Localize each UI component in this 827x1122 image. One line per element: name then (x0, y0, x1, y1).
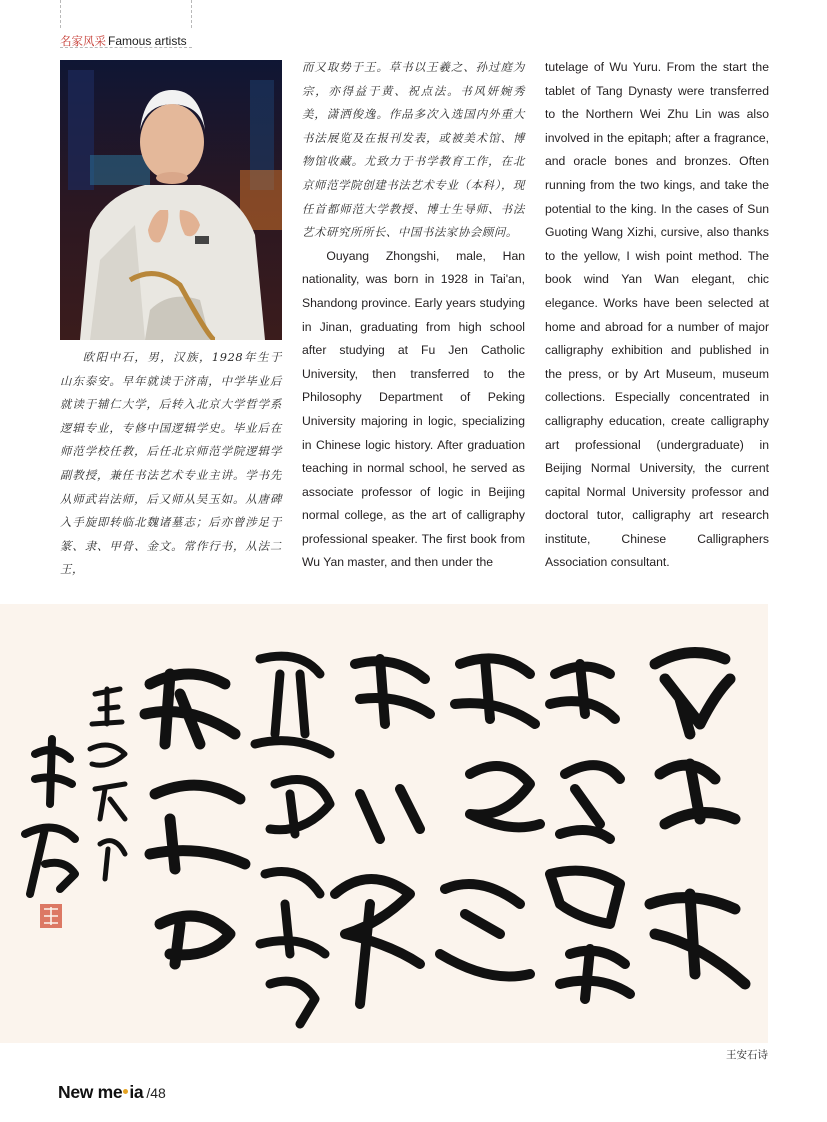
page-number: /48 (146, 1085, 166, 1101)
calligraphy-strokes (0, 604, 768, 1043)
seal-stamp (40, 904, 62, 928)
right-column (545, 56, 769, 575)
header-guide-left (60, 0, 61, 28)
header-guide-right (191, 0, 192, 28)
calligraphy-artwork (0, 604, 768, 1043)
english-bio-part-2: tutelage of Wu Yuru. From the start the tablet of Tang Dynasty were transferred to the Northern Wei Zhu Lin was also involved in the epitaph; after a fragrance, and oracle bones and bronzes. Often running from the two kings, and take the potential to the king. In the cases of Sun Guoting Wang Xizhi, cursive, also thanks to the yellow, I wish point method. The book wind Yan Wan elegant, chic elegance. Works have been selected at home and abroad for a number of major calligraphy exhibition and published in the press, or by Art Museum, museum collections. Especially concentrated in calligraphy education, create calligraphy art professional (undergraduate) in Beijing Normal University, the current capital Normal University professor and doctoral tutor, calligraphy art research institute, Chinese Calligraphers Association consultant. (545, 60, 769, 570)
english-bio-part-1: Ouyang Zhongshi, male, Han nationality, was born in 1928 in Tai'an, Shandong province. Early years studying in Jinan, graduating from high school after studying at Fu Jen Catholic University, then transferred to the Philosophy Department of Peking University majoring in logic, specializing in Chinese logic history. After graduation teaching in normal school, he served as associate professor of logic in Beijing normal college, as the art of calligraphy professional speaker. The first book from Wu Yan master, and then under the (302, 248, 525, 570)
middle-column (302, 56, 525, 575)
page-footer (58, 1082, 166, 1103)
chinese-bio-part-1: 欧阳中石，男，汉族，1928年生于山东泰安。早年就读于济南，中学毕业后就读于辅仁大学，后转入北京大学哲学系逻辑专业，专修中国逻辑学史。毕业后在师范学校任教，后任北京师范学院逻辑学副教授，兼任书法艺术专业主讲。学书先从师武岩法师，后又师从吴玉如。从唐碑入手旋即转临北魏诸墓志；后亦曾涉足于篆、隶、甲骨、金文。常作行书，从法二王， (60, 350, 282, 577)
section-label-en: Famous artists (108, 34, 187, 48)
chinese-bio-part-2: 而又取势于王。草书以王羲之、孙过庭为宗，亦得益于黄、祝点法。书风妍婉秀美，潇洒俊逸。作品多次入选国内外重大书法展览及在报刊发表，或被美术馆、博物馆收藏。尤致力于书学教育工作，在北京师范学院创建书法艺术专业（本科），现任首都师范大学教授、博士生导师、书法艺术研究所所长、中国书法家协会顾问。 (302, 60, 525, 240)
brand-text-a: New me (58, 1082, 123, 1102)
artist-photo (60, 60, 282, 340)
artwork-caption: 王安石诗 (726, 1049, 768, 1061)
section-underline (60, 47, 192, 48)
brand-dot-icon (123, 1089, 128, 1094)
brand-text-b: ia (129, 1082, 144, 1102)
chinese-bio-column-1 (60, 346, 282, 582)
magazine-brand (58, 1082, 143, 1102)
section-tag (60, 30, 187, 48)
artist-photo-illustration (60, 60, 282, 340)
section-label-cn: 名家风采 (60, 34, 106, 48)
